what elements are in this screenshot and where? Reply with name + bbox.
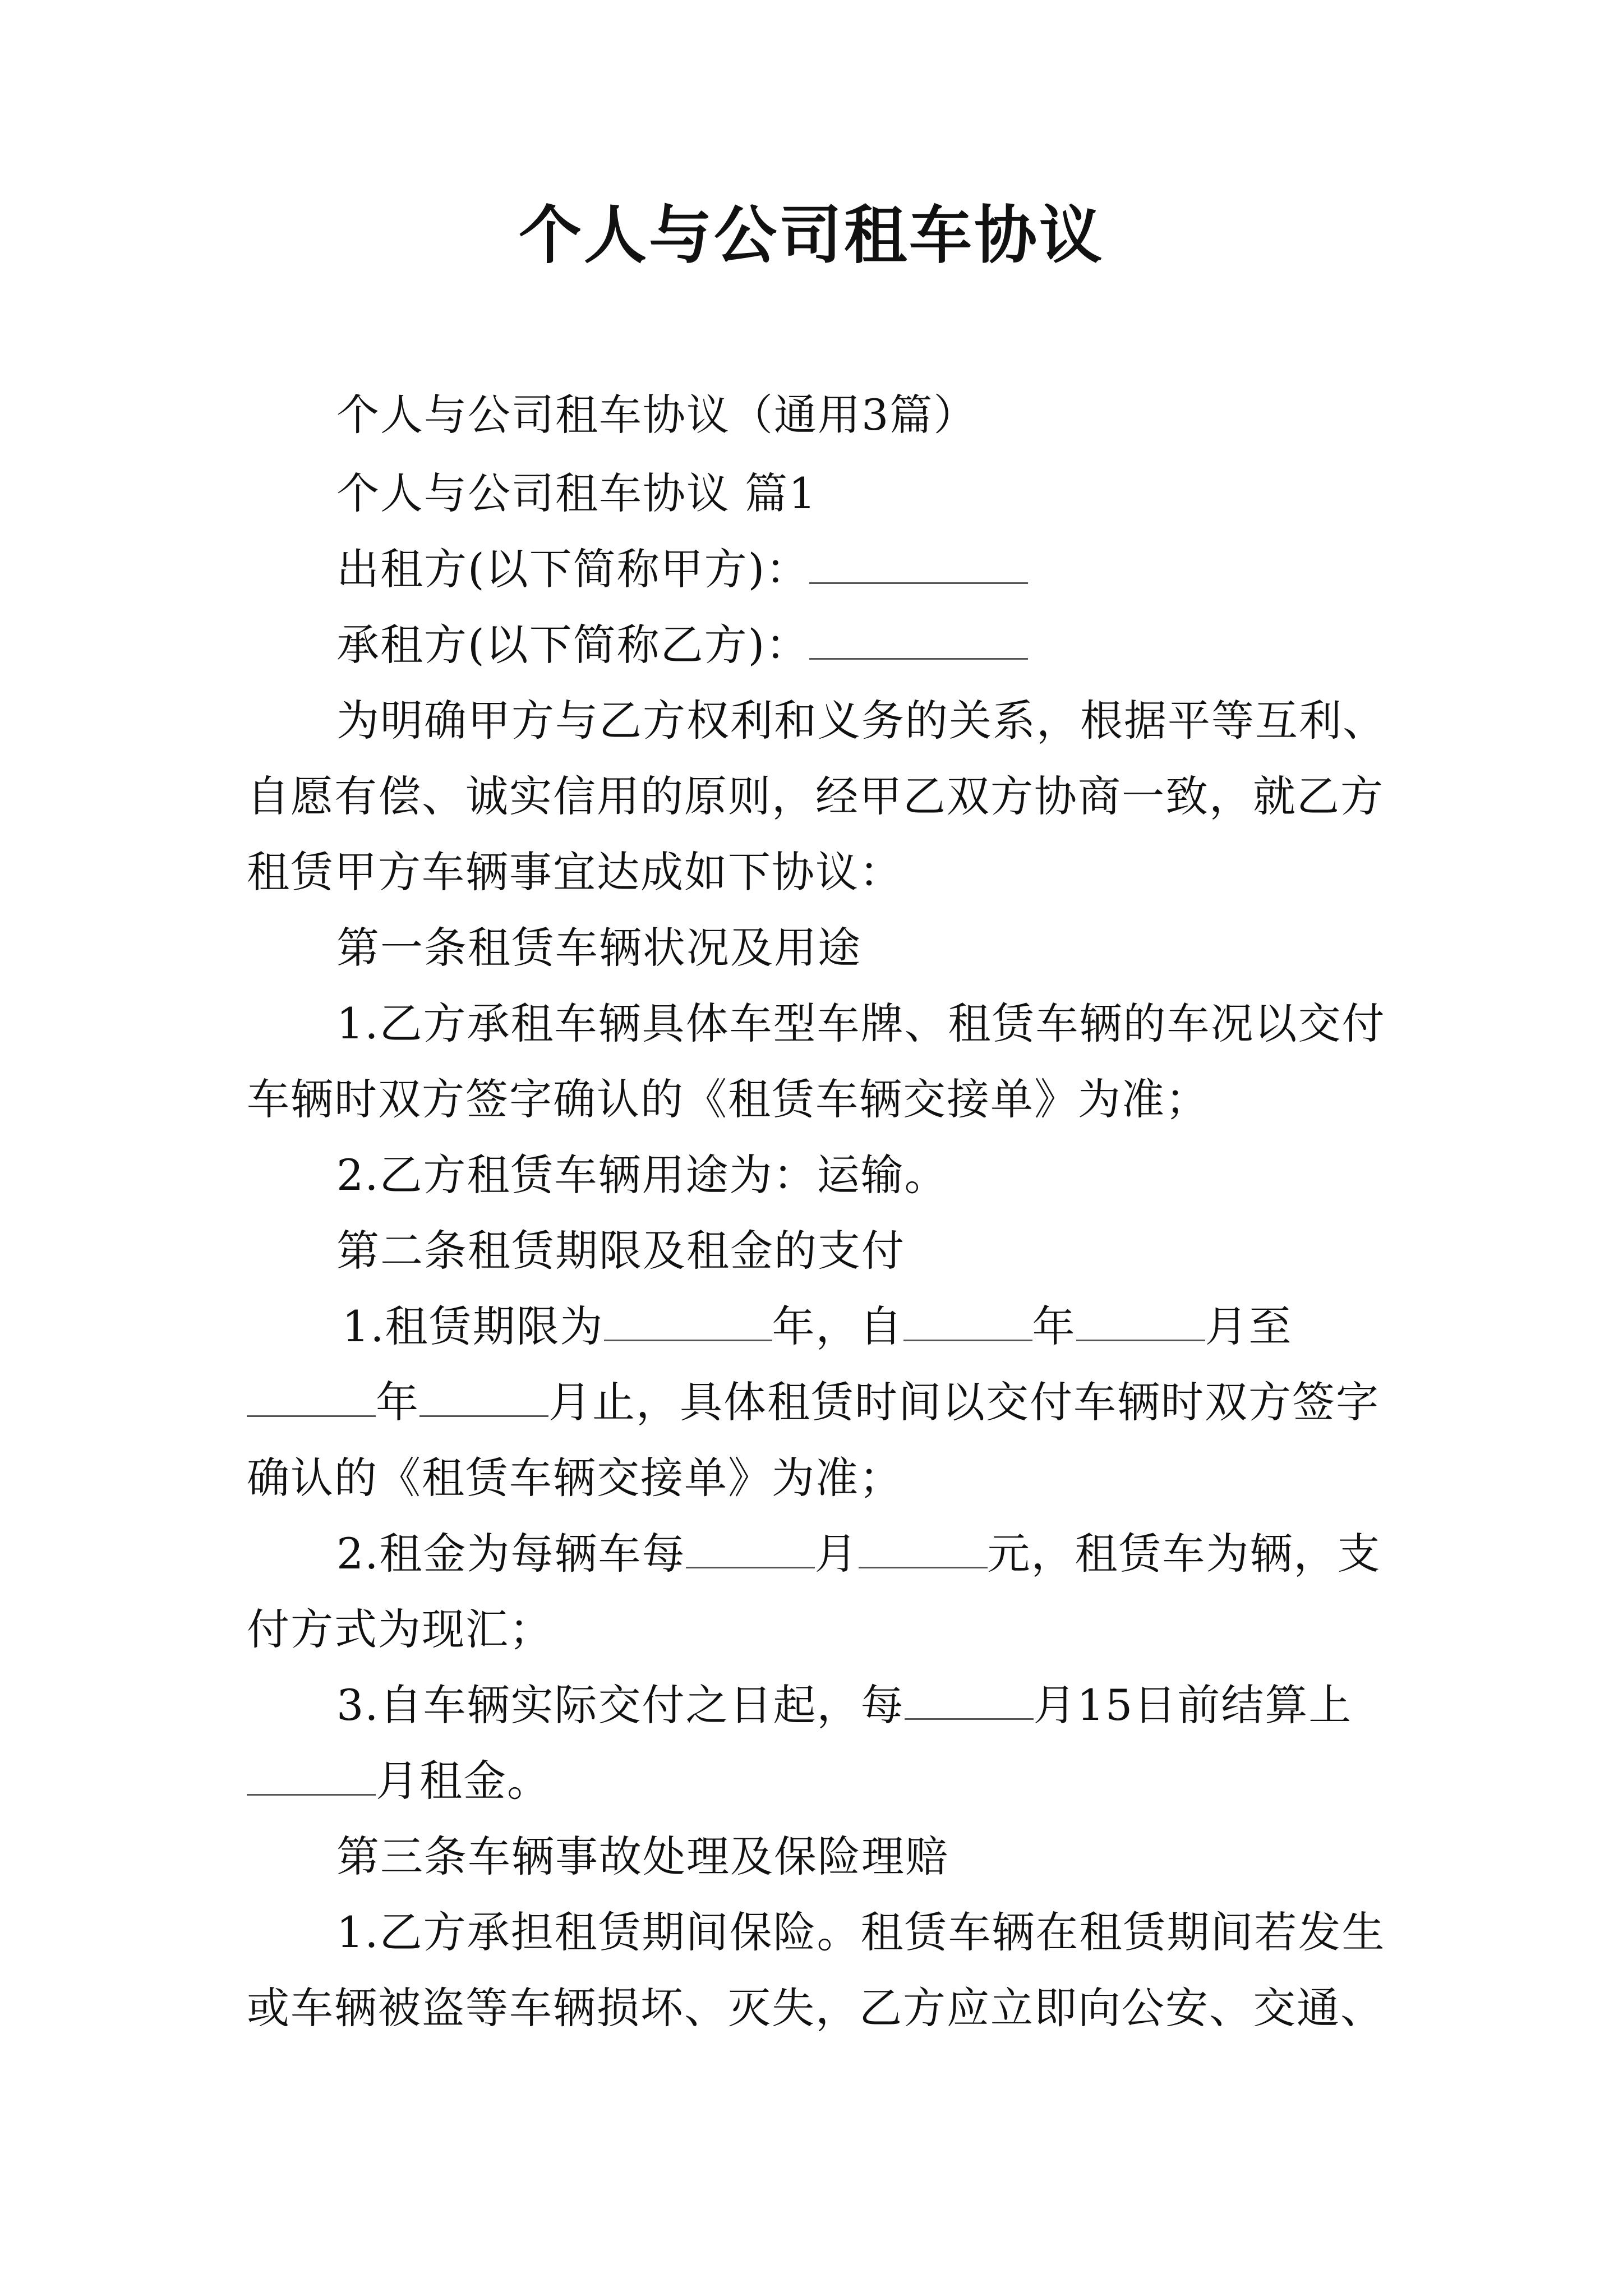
term-label: 1.租赁期限为 [342, 1301, 604, 1351]
start-month-blank [1076, 1305, 1205, 1341]
article2-item2-line1 [336, 1526, 1381, 1582]
rent-month-label: 月 [814, 1529, 859, 1579]
settlement-label: 3.自车辆实际交付之日起，每 [336, 1680, 905, 1730]
document-title: 个人与公司租车协议 [519, 199, 1104, 272]
article2-item1-line3: 确认的《租赁车辆交接单》为准； [247, 1453, 903, 1503]
term-years-blank [604, 1305, 772, 1341]
article2-item1-line1 [342, 1299, 1293, 1355]
preamble-line-2: 自愿有偿、诚实信用的原则，经甲乙双方协商一致，就乙方 [247, 771, 1384, 821]
rent-label: 2.租金为每辆车每 [336, 1529, 686, 1579]
article3-heading: 第三条车辆事故处理及保险理赔 [336, 1832, 949, 1881]
article2-item2-line2: 付方式为现汇； [247, 1604, 553, 1654]
article2-item1-line2 [247, 1374, 1380, 1430]
article2-item3-line1 [336, 1677, 1352, 1733]
article1-item2: 2.乙方租赁车辆用途为：运输。 [336, 1150, 948, 1200]
article1-item1-line1: 1.乙方承租车辆具体车型车牌、租赁车辆的车况以交付 [336, 999, 1386, 1048]
preamble-line-3: 租赁甲方车辆事宜达成如下协议： [247, 847, 903, 897]
previous-month-label: 月租金。 [376, 1756, 551, 1806]
end-year-blank [247, 1381, 376, 1417]
rent-amount-label: 元，租赁车为辆，支 [987, 1529, 1381, 1579]
settlement-month-blank [905, 1683, 1034, 1720]
article1-heading: 第一条租赁车辆状况及用途 [336, 923, 861, 973]
start-year-label: 年 [1032, 1301, 1076, 1351]
rent-month-blank [686, 1532, 815, 1568]
rent-amount-blank [859, 1532, 988, 1568]
article3-item1-line2: 或车辆被盗等车辆损坏、灭失，乙方应立即向公安、交通、 [247, 1983, 1384, 2033]
lessor-blank [809, 547, 1028, 584]
article1-item1-line2: 车辆时双方签字确认的《租赁车辆交接单》为准； [247, 1074, 1209, 1124]
article2-item3-line2 [247, 1753, 551, 1809]
article3-item1-line1: 1.乙方承担租赁期间保险。租赁车辆在租赁期间若发生 [336, 1907, 1386, 1957]
end-year-label: 年 [376, 1377, 419, 1427]
start-year-blank [903, 1305, 1032, 1341]
start-month-label: 月至 [1205, 1301, 1293, 1351]
lessee-line [336, 617, 1028, 673]
lessee-label: 承租方(以下简称乙方)： [336, 620, 810, 670]
subtitle: 个人与公司租车协议（通用3篇） [336, 390, 978, 440]
article2-heading: 第二条租赁期限及租金的支付 [336, 1226, 905, 1276]
end-month-blank [419, 1381, 548, 1417]
lessor-label: 出租方(以下简称甲方)： [336, 544, 810, 594]
part-heading: 个人与公司租车协议 篇1 [336, 468, 817, 518]
previous-month-blank [247, 1759, 376, 1796]
settlement-day-label: 月15日前结算上 [1033, 1680, 1353, 1730]
end-month-label: 月止，具体租赁时间以交付车辆时双方签字 [548, 1377, 1380, 1427]
lessee-blank [809, 623, 1028, 660]
lessor-line [336, 541, 1028, 597]
term-year-from-label: 年，自 [772, 1301, 903, 1351]
preamble-line-1: 为明确甲方与乙方权利和义务的关系，根据平等互利、 [336, 696, 1386, 746]
